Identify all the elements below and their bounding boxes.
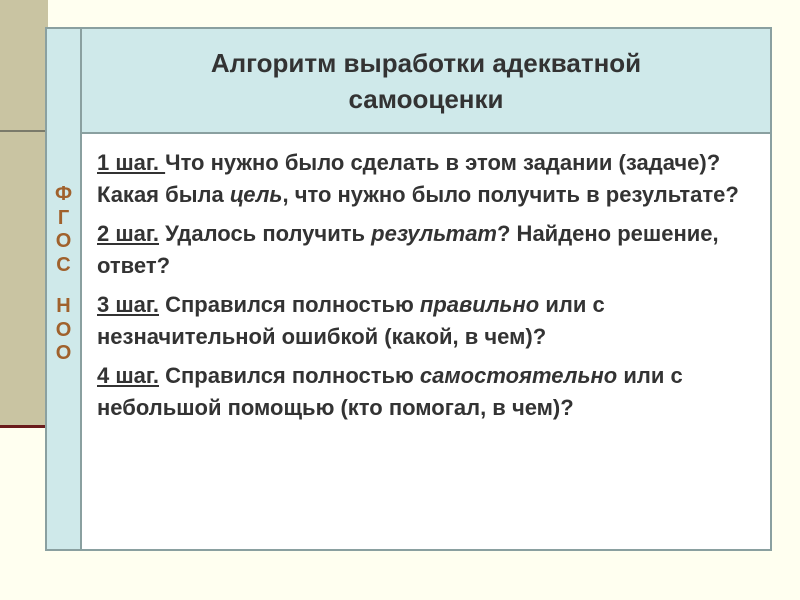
step-label: 1 шаг.	[97, 150, 166, 175]
sidebar-letter: О	[55, 230, 72, 252]
step-emphasis: самостоятельно	[419, 363, 618, 388]
title-band	[80, 27, 772, 134]
step-emphasis: цель	[229, 182, 283, 207]
step-text: Что нужно было сделать в этом задании (задаче)? Какая была	[97, 150, 721, 207]
step-label: 3 шаг.	[97, 292, 159, 317]
slide-title-line: Алгоритм выработки адекватной	[210, 47, 642, 78]
slide-title	[211, 45, 641, 117]
sidebar-letter: Н	[56, 295, 71, 317]
step-text: , что нужно было получить в результате?	[282, 182, 739, 207]
step-2	[97, 218, 757, 282]
sidebar-letter: Г	[57, 206, 70, 229]
decorative-rule-line	[0, 130, 48, 132]
sidebar-letter: О	[55, 318, 72, 341]
decorative-accent-line	[0, 425, 48, 428]
step-text: или с незначительной ошибкой (какой, в чем)?	[97, 292, 605, 349]
sidebar-letter: О	[55, 342, 72, 364]
sidebar-letter: С	[56, 253, 71, 276]
decorative-olive-block	[0, 0, 48, 425]
sidebar-letter: Ф	[54, 183, 73, 205]
step-emphasis: правильно	[419, 292, 540, 317]
step-1	[97, 147, 757, 211]
step-3	[97, 289, 757, 353]
step-text: ? Найдено решение, ответ?	[97, 221, 719, 278]
step-4	[97, 360, 757, 424]
sidebar-label-fgos-noo	[45, 183, 82, 366]
step-text: или с небольшой помощью (кто помогал, в чем)?	[97, 363, 683, 420]
step-label: 2 шаг.	[97, 221, 159, 246]
step-text: Справился полностью	[159, 363, 420, 388]
step-text: Удалось получить	[159, 221, 372, 246]
step-emphasis: результат	[371, 221, 497, 246]
step-text: Справился полностью	[159, 292, 420, 317]
steps-list	[97, 147, 757, 431]
slide-title-line: самооценки	[348, 83, 504, 114]
step-label: 4 шаг.	[97, 363, 159, 388]
